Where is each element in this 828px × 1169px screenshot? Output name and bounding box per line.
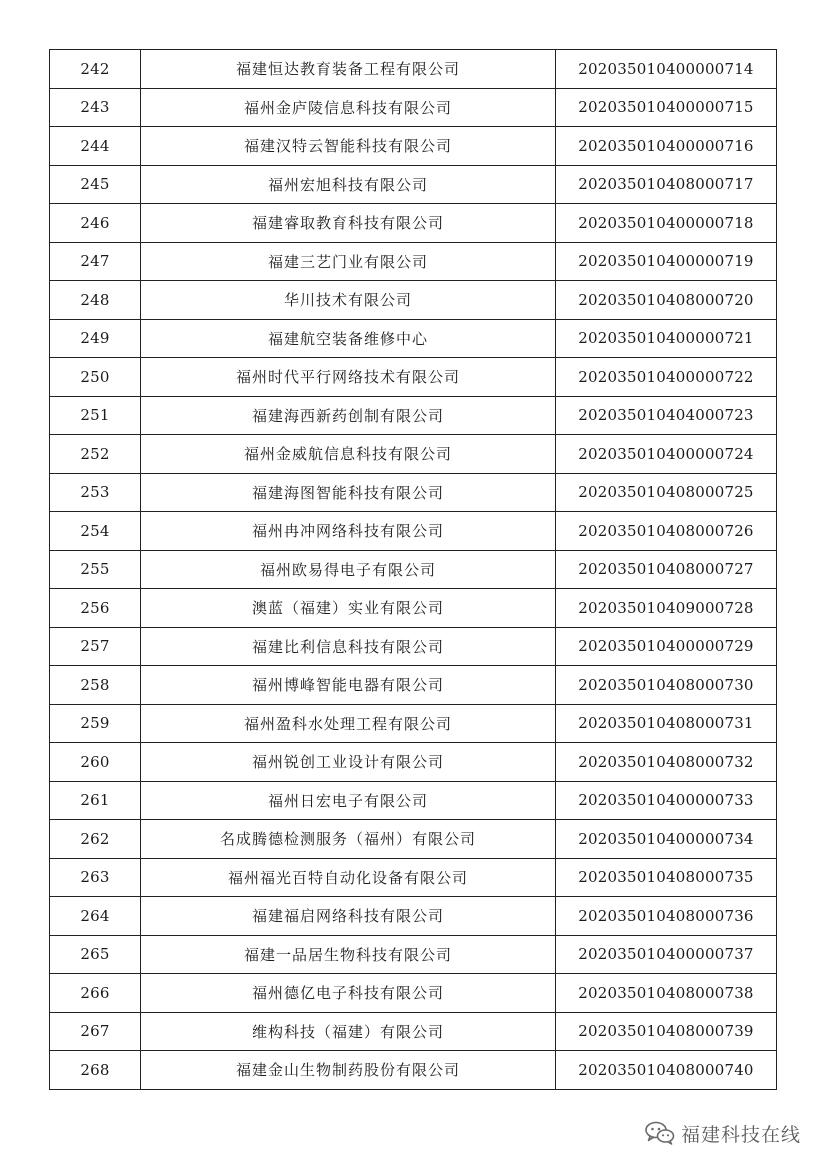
registration-code: 202035010408000731 [556, 704, 777, 743]
company-name: 福州宏旭科技有限公司 [141, 165, 556, 204]
row-number: 261 [50, 781, 141, 820]
company-name: 福州德亿电子科技有限公司 [141, 974, 556, 1013]
registration-code: 202035010408000726 [556, 512, 777, 551]
company-name: 福州冉冲网络科技有限公司 [141, 512, 556, 551]
table-row [50, 550, 777, 589]
row-number: 252 [50, 435, 141, 474]
company-name: 名成腾德检测服务（福州）有限公司 [141, 820, 556, 859]
table-row [50, 88, 777, 127]
row-number: 248 [50, 281, 141, 320]
table-row [50, 627, 777, 666]
row-number: 259 [50, 704, 141, 743]
registration-code: 202035010404000723 [556, 396, 777, 435]
company-name: 福州金庐陵信息科技有限公司 [141, 88, 556, 127]
table-row [50, 897, 777, 936]
row-number: 255 [50, 550, 141, 589]
company-name: 福建福启网络科技有限公司 [141, 897, 556, 936]
company-name: 福建金山生物制药股份有限公司 [141, 1051, 556, 1090]
row-number: 242 [50, 50, 141, 89]
registration-code: 202035010400000729 [556, 627, 777, 666]
row-number: 264 [50, 897, 141, 936]
company-name: 福州时代平行网络技术有限公司 [141, 358, 556, 397]
company-name: 福建一品居生物科技有限公司 [141, 935, 556, 974]
company-name: 澳蓝（福建）实业有限公司 [141, 589, 556, 628]
row-number: 266 [50, 974, 141, 1013]
company-name: 福建睿取教育科技有限公司 [141, 204, 556, 243]
registration-code: 202035010400000721 [556, 319, 777, 358]
registration-code: 202035010400000718 [556, 204, 777, 243]
table-row [50, 281, 777, 320]
company-name: 福州盈科水处理工程有限公司 [141, 704, 556, 743]
registration-code: 202035010408000736 [556, 897, 777, 936]
table-row [50, 512, 777, 551]
registration-code: 202035010400000733 [556, 781, 777, 820]
table-row [50, 589, 777, 628]
row-number: 245 [50, 165, 141, 204]
registration-code: 202035010400000719 [556, 242, 777, 281]
table-row [50, 743, 777, 782]
table-row [50, 858, 777, 897]
company-name: 华川技术有限公司 [141, 281, 556, 320]
company-name: 福州锐创工业设计有限公司 [141, 743, 556, 782]
table-row [50, 396, 777, 435]
registration-code: 202035010408000725 [556, 473, 777, 512]
company-name: 福建海西新药创制有限公司 [141, 396, 556, 435]
company-name: 福建航空装备维修中心 [141, 319, 556, 358]
registration-code: 202035010408000738 [556, 974, 777, 1013]
registration-code: 202035010400000715 [556, 88, 777, 127]
registration-code: 202035010408000720 [556, 281, 777, 320]
company-name: 福州欧易得电子有限公司 [141, 550, 556, 589]
registration-code: 202035010400000734 [556, 820, 777, 859]
registration-code: 202035010400000716 [556, 127, 777, 166]
registration-code: 202035010408000739 [556, 1012, 777, 1051]
company-name: 福州金威航信息科技有限公司 [141, 435, 556, 474]
company-name: 福建比利信息科技有限公司 [141, 627, 556, 666]
company-name: 福建海图智能科技有限公司 [141, 473, 556, 512]
table-row [50, 50, 777, 89]
registration-code: 202035010400000722 [556, 358, 777, 397]
row-number: 249 [50, 319, 141, 358]
table-row [50, 204, 777, 243]
table-row [50, 666, 777, 705]
row-number: 260 [50, 743, 141, 782]
company-name: 福建恒达教育装备工程有限公司 [141, 50, 556, 89]
row-number: 254 [50, 512, 141, 551]
row-number: 256 [50, 589, 141, 628]
table-row [50, 242, 777, 281]
registration-code: 202035010408000735 [556, 858, 777, 897]
company-name: 福州博峰智能电器有限公司 [141, 666, 556, 705]
table-body [50, 50, 777, 1090]
table-row [50, 935, 777, 974]
row-number: 257 [50, 627, 141, 666]
registration-code: 202035010400000724 [556, 435, 777, 474]
registration-code: 202035010400000737 [556, 935, 777, 974]
registry-table [49, 49, 777, 1090]
company-name: 福州日宏电子有限公司 [141, 781, 556, 820]
watermark-text: 福建科技在线 [680, 1123, 801, 1146]
row-number: 250 [50, 358, 141, 397]
table-row [50, 165, 777, 204]
table-row [50, 319, 777, 358]
table-row [50, 127, 777, 166]
registration-code: 202035010409000728 [556, 589, 777, 628]
row-number: 265 [50, 935, 141, 974]
row-number: 243 [50, 88, 141, 127]
registration-code: 202035010408000727 [556, 550, 777, 589]
registration-code: 202035010400000714 [556, 50, 777, 89]
row-number: 244 [50, 127, 141, 166]
table-row [50, 435, 777, 474]
row-number: 253 [50, 473, 141, 512]
row-number: 268 [50, 1051, 141, 1090]
company-name: 福州福光百特自动化设备有限公司 [141, 858, 556, 897]
watermark [645, 1118, 801, 1148]
company-name: 福建三艺门业有限公司 [141, 242, 556, 281]
registration-code: 202035010408000740 [556, 1051, 777, 1090]
registration-code: 202035010408000732 [556, 743, 777, 782]
row-number: 263 [50, 858, 141, 897]
table-row [50, 974, 777, 1013]
table-row [50, 820, 777, 859]
table-row [50, 1051, 777, 1090]
row-number: 246 [50, 204, 141, 243]
table-row [50, 1012, 777, 1051]
table-row [50, 358, 777, 397]
company-name: 维构科技（福建）有限公司 [141, 1012, 556, 1051]
wechat-icon [645, 1121, 675, 1145]
row-number: 247 [50, 242, 141, 281]
row-number: 258 [50, 666, 141, 705]
registration-code: 202035010408000717 [556, 165, 777, 204]
table-row [50, 473, 777, 512]
registration-code: 202035010408000730 [556, 666, 777, 705]
row-number: 262 [50, 820, 141, 859]
company-name: 福建汉特云智能科技有限公司 [141, 127, 556, 166]
row-number: 251 [50, 396, 141, 435]
table-row [50, 781, 777, 820]
table-row [50, 704, 777, 743]
row-number: 267 [50, 1012, 141, 1051]
